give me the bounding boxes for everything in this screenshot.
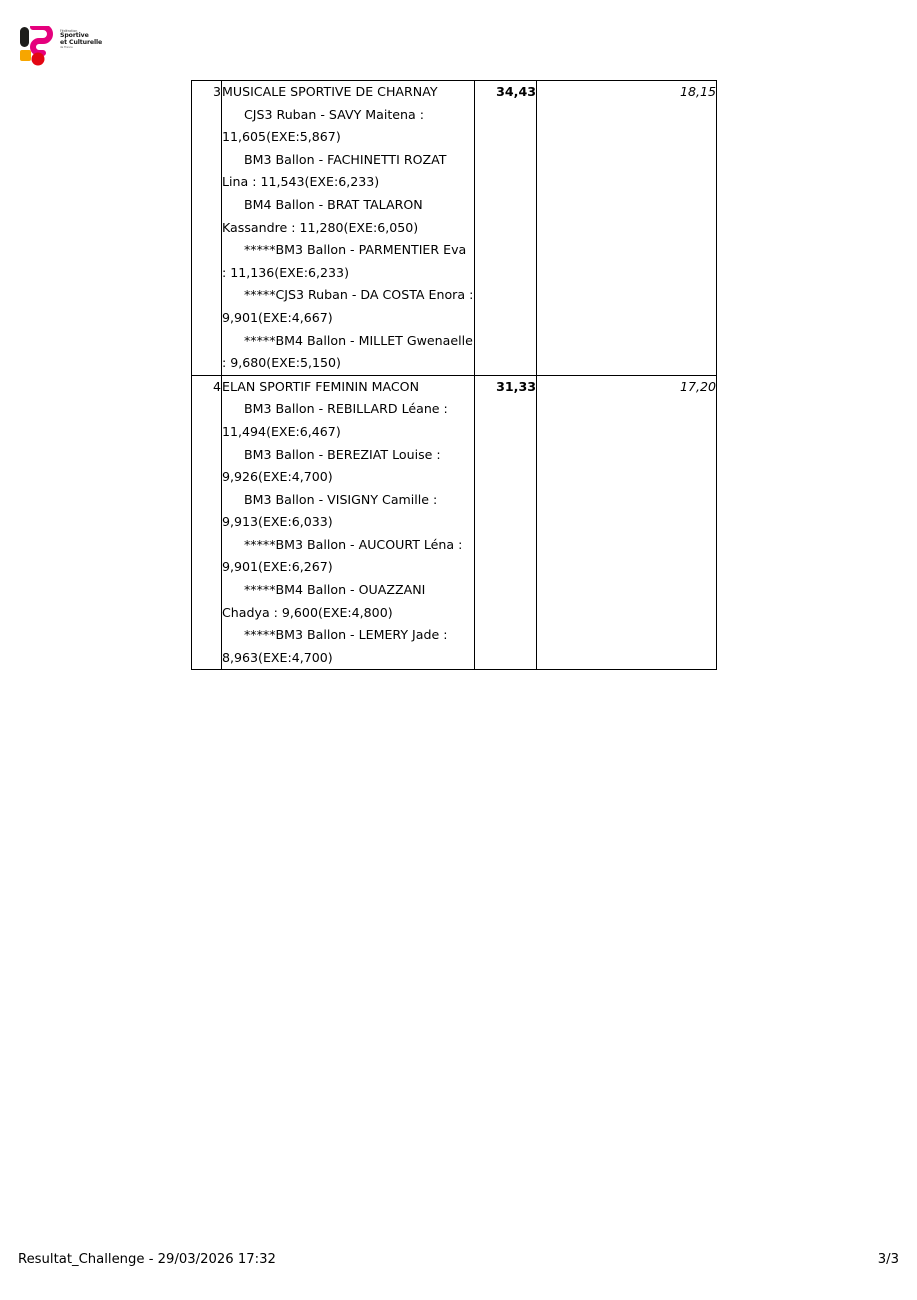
entry-line: *****BM3 Ballon - LEMERY Jade : 8,963(EXE:4,700) [222, 627, 448, 665]
row-rank: 3 [192, 81, 222, 376]
results-table [191, 80, 717, 670]
row-score: 18,15 [537, 81, 717, 376]
row-total: 31,33 [475, 375, 537, 670]
entry-line: BM4 Ballon - BRAT TALARON Kassandre : 11,280(EXE:6,050) [222, 196, 423, 235]
row-total: 34,43 [475, 81, 537, 376]
fscf-logo-mark [18, 26, 56, 68]
footer-page-number: 3/3 [877, 1252, 899, 1267]
row-detail [222, 375, 475, 670]
table-row [192, 81, 717, 376]
footer-document-info: Resultat_Challenge - 29/03/2026 17:32 [18, 1252, 276, 1267]
entry-line: BM3 Ballon - BEREZIAT Louise : 9,926(EXE:4,700) [222, 446, 441, 485]
club-name: ELAN SPORTIF FEMININ MACON [222, 378, 420, 394]
row-rank: 4 [192, 375, 222, 670]
entry-line: BM3 Ballon - FACHINETTI ROZAT Lina : 11,543(EXE:6,233) [222, 151, 447, 190]
entry-line: *****BM4 Ballon - MILLET Gwenaelle : 9,680(EXE:5,150) [222, 332, 473, 371]
table-row [192, 375, 717, 670]
logo-line-culturelle: et Culturelle [60, 39, 103, 47]
page-footer [18, 1252, 899, 1267]
logo-line-sportive: Sportive [60, 32, 89, 40]
logo-line-france: de France [60, 46, 73, 50]
entry-line: BM3 Ballon - REBILLARD Léane : 11,494(EXE:6,467) [222, 401, 448, 439]
row-detail [222, 81, 475, 376]
entry-line: CJS3 Ruban - SAVY Maitena : 11,605(EXE:5,867) [222, 106, 424, 145]
entry-line: *****BM4 Ballon - OUAZZANI Chadya : 9,600(EXE:4,800) [222, 582, 426, 620]
club-name: MUSICALE SPORTIVE DE CHARNAY [222, 84, 438, 99]
entry-line: *****BM3 Ballon - PARMENTIER Eva : 11,136(EXE:6,233) [222, 242, 467, 280]
entry-line: *****BM3 Ballon - AUCOURT Léna : 9,901(EXE:6,267) [222, 536, 463, 575]
logo-wordmark [60, 30, 112, 50]
row-score: 17,20 [537, 375, 717, 670]
federation-logo [18, 26, 110, 70]
entry-line: *****CJS3 Ruban - DA COSTA Enora : 9,901(EXE:4,667) [222, 287, 474, 325]
logo-line-federation: Fédération [60, 29, 78, 33]
entry-line: BM3 Ballon - VISIGNY Camille : 9,913(EXE:6,033) [222, 491, 438, 530]
